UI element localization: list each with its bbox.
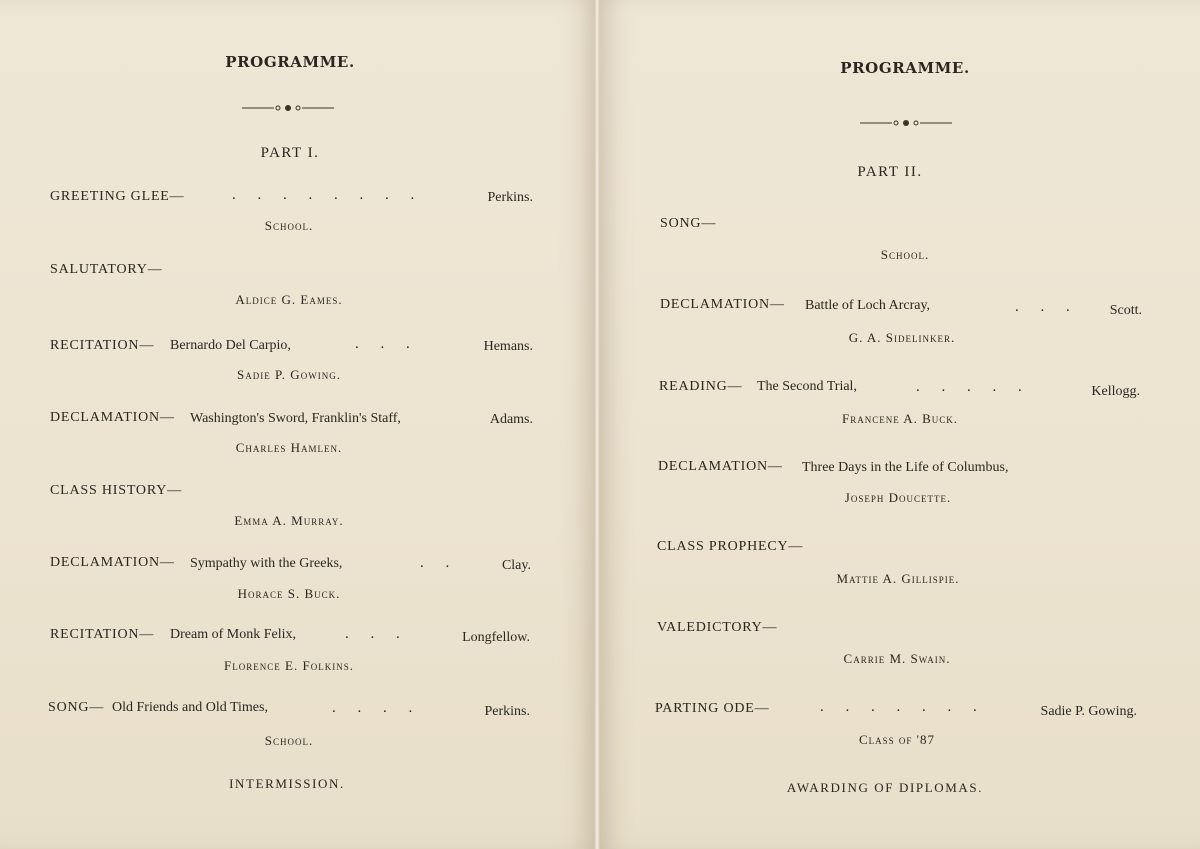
item-label: DECLAMATION— [50,555,175,570]
item-performer: Carrie M. Swain. [843,651,951,666]
item-performer: G. A. Sidelinker. [848,330,956,345]
item-label: CLASS HISTORY— [50,483,182,498]
right-page [600,0,1200,849]
item-piece: Sympathy with the Greeks, [190,556,343,571]
leader-dots: . . . [345,626,400,642]
item-author: Perkins. [487,190,533,205]
item-label: RECITATION— [50,627,155,642]
item-piece: Dream of Monk Felix, [170,627,296,642]
item-piece: Washington's Sword, Franklin's Staff, [190,411,401,426]
item-performer: School. [264,733,314,748]
item-label: DECLAMATION— [658,459,783,474]
item-performer: Mattie A. Gillispie. [836,571,960,586]
item-author: Sadie P. Gowing. [1040,704,1137,719]
item-label: SALUTATORY— [50,262,163,277]
item-performer: Horace S. Buck. [237,586,341,601]
item-author: Hemans. [483,339,533,354]
item-performer: School. [880,247,930,262]
leader-dots: . . . [355,336,410,352]
item-author: Adams. [489,412,533,427]
item-piece: Bernardo Del Carpio, [170,338,291,353]
item-performer: Sadie P. Gowing. [237,367,341,382]
item-piece: Battle of Loch Arcray, [805,298,931,313]
item-label: RECITATION— [50,338,155,353]
page-title: PROGRAMME. [225,53,355,71]
item-performer: Francene A. Buck. [841,411,959,426]
item-label: READING— [659,379,743,394]
item-author: Perkins. [484,704,530,719]
item-label: VALEDICTORY— [657,620,778,635]
item-label: PARTING ODE— [655,701,770,716]
left-page [0,0,594,849]
item-piece: The Second Trial, [757,379,857,394]
item-label: GREETING GLEE— [50,189,185,204]
item-performer: Aldice G. Eames. [235,292,343,307]
item-label: SONG— [48,700,105,715]
ornament-divider-icon [858,116,954,130]
item-performer: Charles Hamlen. [235,440,343,455]
leader-dots: . . . . . [916,379,1022,395]
item-label: DECLAMATION— [660,297,785,312]
part-heading: PART I. [260,145,320,161]
closing-line: INTERMISSION. [229,776,345,791]
closing-line: AWARDING OF DIPLOMAS. [786,780,984,795]
part-heading: PART II. [857,164,923,180]
item-label: DECLAMATION— [50,410,175,425]
item-performer: Florence E. Folkins. [224,658,354,673]
item-label: SONG— [660,216,717,231]
item-performer: School. [264,218,314,233]
leader-dots: . . . . . . . [820,699,977,715]
item-performer: Class of '87 [858,732,936,747]
item-piece: Three Days in the Life of Columbus, [802,460,1009,475]
item-author: Longfellow. [462,630,530,645]
leader-dots: . . . [1015,299,1070,315]
ornament-divider-icon [240,101,336,115]
item-author: Kellogg. [1091,384,1140,399]
item-piece: Old Friends and Old Times, [112,700,268,715]
item-author: Clay. [501,558,531,573]
leader-dots: . . . . . . . . [232,187,415,203]
page-title: PROGRAMME. [840,59,970,77]
leader-dots: . . [420,555,450,571]
item-label: CLASS PROPHECY— [657,539,804,554]
item-author: Scott. [1109,303,1142,318]
item-performer: Joseph Doucette. [844,490,952,505]
leader-dots: . . . . [332,700,413,716]
item-performer: Emma A. Murray. [234,513,344,528]
